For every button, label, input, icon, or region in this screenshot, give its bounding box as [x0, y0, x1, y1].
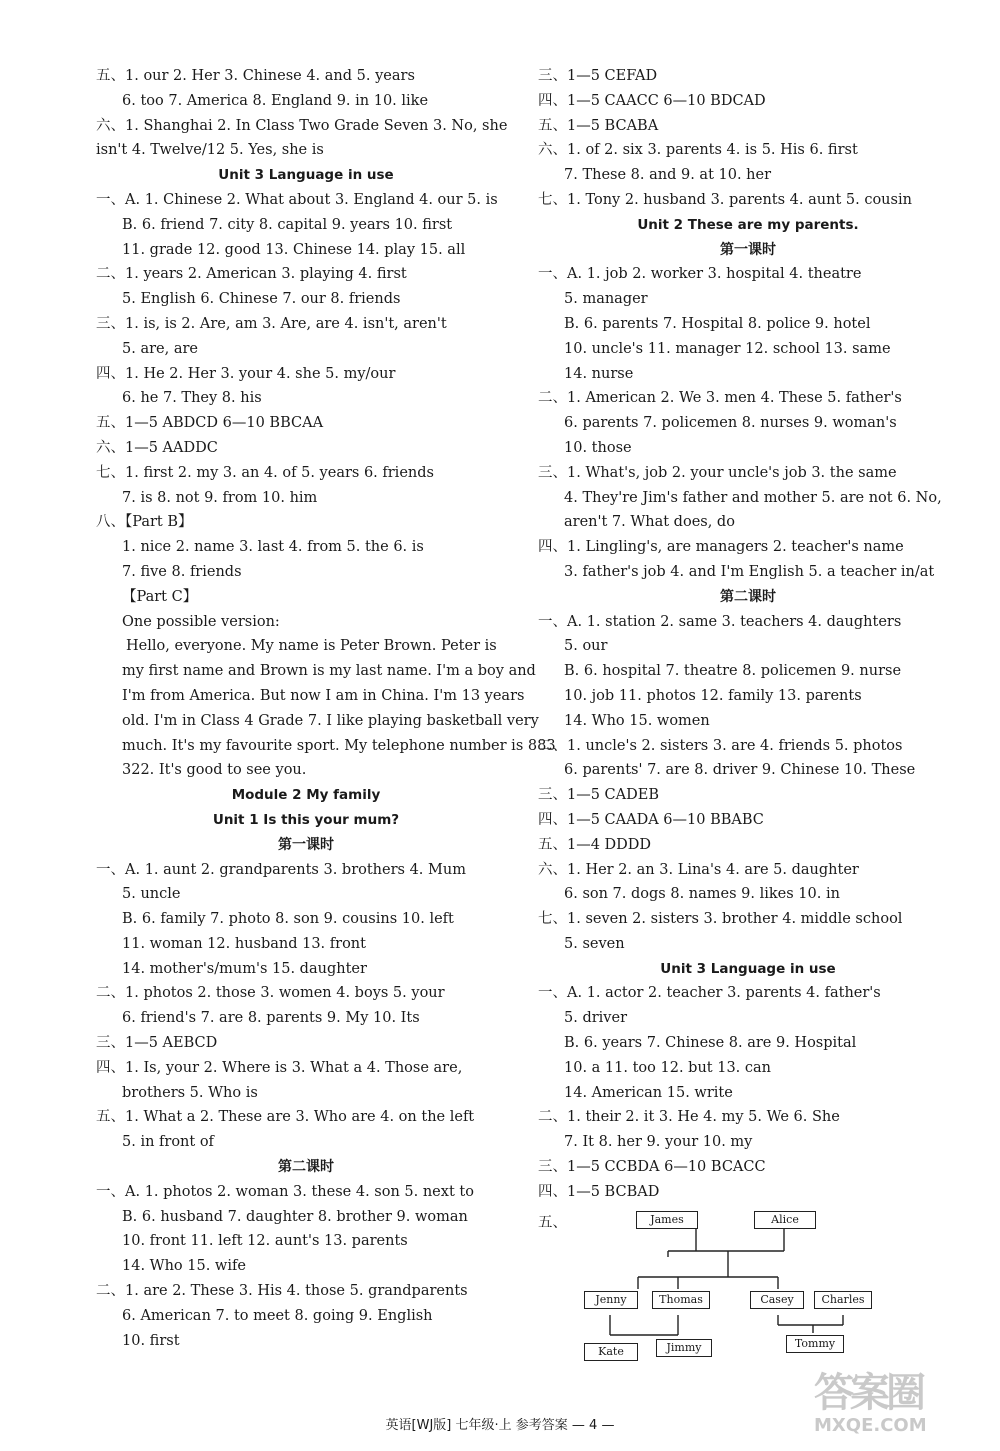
lesson-heading: 第二课时 — [278, 1159, 334, 1176]
answer-line: 一、A. 1. Chinese 2. What about 3. England 4. our 5. is — [96, 191, 498, 208]
answer-line: 四、1. Lingling's, are managers 2. teacher's name — [538, 539, 904, 556]
answer-line: 一、A. 1. photos 2. woman 3. these 4. son 5. next to — [96, 1183, 474, 1200]
answer-line: 六、1. Shanghai 2. In Class Two Grade Seven 3. No, she — [96, 117, 508, 134]
answer-line: 三、1—5 CCBDA 6—10 BCACC — [538, 1159, 766, 1176]
answer-line: 三、1. What's, job 2. your uncle's job 3. the same — [538, 464, 897, 481]
answer-line: 3. father's job 4. and I'm English 5. a teacher in/at — [564, 563, 935, 580]
answer-line: 二、1. photos 2. those 3. women 4. boys 5. your — [96, 985, 445, 1002]
answer-line: brothers 5. Who is — [122, 1084, 258, 1101]
answer-line: 14. American 15. write — [564, 1084, 733, 1101]
answer-line: 7. These 8. and 9. at 10. her — [564, 167, 772, 184]
answer-line: 二、1. years 2. American 3. playing 4. first — [96, 266, 407, 283]
answer-line: 5. our — [564, 638, 608, 655]
answer-line: 八、【Part B】 — [96, 514, 193, 531]
answer-line: 5. manager — [564, 291, 648, 308]
answer-line: 一、A. 1. actor 2. teacher 3. parents 4. father's — [538, 985, 881, 1002]
answer-line: 10. uncle's 11. manager 12. school 13. same — [564, 340, 891, 357]
section-title: Unit 1 Is this your mum? — [212, 811, 400, 828]
answer-line: 5. English 6. Chinese 7. our 8. friends — [122, 291, 401, 308]
answer-line: 11. woman 12. husband 13. front — [122, 935, 366, 952]
family-tree-label: 五、 — [538, 1214, 567, 1231]
answer-line: B. 6. friend 7. city 8. capital 9. years 10. first — [122, 216, 453, 233]
answer-line: B. 6. family 7. photo 8. son 9. cousins 10. left — [122, 911, 454, 928]
answer-line: 6. American 7. to meet 8. going 9. English — [122, 1307, 433, 1324]
answer-line: 四、1. Is, your 2. Where is 3. What a 4. Those are, — [96, 1059, 463, 1076]
tree-node-alice: Alice — [754, 1211, 816, 1229]
answer-line: aren't 7. What does, do — [564, 514, 735, 531]
section-title: Unit 3 Language in use — [660, 960, 836, 977]
answer-line: 二、1. their 2. it 3. He 4. my 5. We 6. She — [538, 1109, 840, 1126]
answer-line: 5. are, are — [122, 340, 198, 357]
watermark-logo-text: 答案圈 — [814, 1370, 922, 1416]
answer-line: 10. front 11. left 12. aunt's 13. parents — [122, 1233, 408, 1250]
answer-line: Hello, everyone. My name is Peter Brown. Peter is — [126, 638, 497, 655]
answer-line: 七、1. seven 2. sisters 3. brother 4. middle school — [538, 911, 903, 928]
answer-line: 二、1. American 2. We 3. men 4. These 5. father's — [538, 390, 902, 407]
answer-line: 11. grade 12. good 13. Chinese 14. play 15. all — [122, 241, 466, 258]
tree-node-jimmy: Jimmy — [656, 1339, 712, 1357]
answer-line: 三、1—5 CEFAD — [538, 68, 658, 84]
section-title: Unit 2 These are my parents. — [637, 216, 859, 233]
tree-node-thomas: Thomas — [652, 1291, 710, 1309]
answer-line: much. It's my favourite sport. My telephone number is 883 — [122, 737, 556, 754]
tree-node-james: James — [636, 1211, 698, 1229]
answer-line: 14. mother's/mum's 15. daughter — [122, 960, 367, 977]
lesson-heading: 第一课时 — [278, 836, 334, 853]
answer-line: 322. It's good to see you. — [122, 762, 307, 779]
answer-line: 10. a 11. too 12. but 13. can — [564, 1059, 771, 1076]
answer-line: 五、1—4 DDDD — [538, 836, 652, 853]
answer-line: 三、1. is, is 2. Are, am 3. Are, are 4. isn't, aren't — [96, 315, 447, 332]
answer-line: 5. seven — [564, 935, 625, 952]
answer-line: I'm from America. But now I am in China. I'm 13 years — [122, 687, 525, 704]
answer-line: 二、1. are 2. These 3. His 4. those 5. grandparents — [96, 1283, 468, 1300]
answer-line: 三、1—5 AEBCD — [96, 1035, 218, 1052]
answer-line: 四、1—5 BCBAD — [538, 1183, 660, 1200]
answer-line: 14. Who 15. wife — [122, 1258, 246, 1275]
tree-node-casey: Casey — [750, 1291, 804, 1309]
answer-line: old. I'm in Class 4 Grade 7. I like playing basketball very — [122, 712, 539, 729]
answer-line: 10. job 11. photos 12. family 13. parents — [564, 687, 862, 704]
answer-line: 五、1. What a 2. These are 3. Who are 4. on the left — [96, 1109, 475, 1126]
answer-line: B. 6. parents 7. Hospital 8. police 9. hotel — [564, 315, 871, 332]
answer-line: B. 6. years 7. Chinese 8. are 9. Hospital — [564, 1035, 857, 1052]
answer-line: One possible version: — [122, 613, 280, 630]
answer-line: 5. in front of — [122, 1134, 214, 1151]
answer-line: 四、1. He 2. Her 3. your 4. she 5. my/our — [96, 365, 396, 382]
answer-line: 三、1—5 CADEB — [538, 787, 659, 804]
answer-line: 7. It 8. her 9. your 10. my — [564, 1134, 753, 1151]
answer-line: 一、A. 1. aunt 2. grandparents 3. brothers 4. Mum — [96, 861, 466, 878]
answer-line: 七、1. Tony 2. husband 3. parents 4. aunt 5. cousin — [538, 191, 912, 208]
answer-line: isn't 4. Twelve/12 5. Yes, she is — [96, 142, 324, 159]
answer-line: 七、1. first 2. my 3. an 4. of 5. years 6. friends — [96, 464, 434, 481]
answer-line: 五、1—5 ABDCD 6—10 BBCAA — [96, 415, 324, 432]
section-title: Unit 3 Language in use — [218, 167, 394, 184]
answer-line: 6. son 7. dogs 8. names 9. likes 10. in — [564, 886, 840, 903]
answer-line: 四、1—5 CAADA 6—10 BBABC — [538, 811, 764, 828]
answer-line: 4. They're Jim's father and mother 5. are not 6. No, — [564, 489, 942, 506]
right-column — [538, 64, 958, 1365]
family-tree — [538, 1205, 958, 1365]
watermark-url: MXQE.COM — [814, 1415, 927, 1436]
answer-line: 六、1. of 2. six 3. parents 4. is 5. His 6. first — [538, 142, 858, 159]
answer-line: 六、1. Her 2. an 3. Lina's 4. are 5. daughter — [538, 861, 859, 878]
section-title: Module 2 My family — [231, 787, 381, 804]
answer-line: 六、1—5 AADDC — [96, 439, 218, 456]
answer-line: 五、1. our 2. Her 3. Chinese 4. and 5. years — [96, 68, 415, 84]
answer-line: 6. too 7. America 8. England 9. in 10. like — [122, 92, 429, 109]
answer-line: 一、A. 1. job 2. worker 3. hospital 4. theatre — [538, 266, 862, 283]
tree-node-charles: Charles — [814, 1291, 872, 1309]
answer-line: 6. he 7. They 8. his — [122, 390, 262, 407]
answer-line: B. 6. hospital 7. theatre 8. policemen 9. nurse — [564, 663, 902, 680]
family-tree-connectors — [538, 1205, 958, 1365]
page-footer: 英语[WJ版] 七年级·上 参考答案 — 4 — — [385, 1418, 615, 1433]
answer-line: 10. those — [564, 439, 632, 456]
left-column — [96, 64, 556, 1353]
answer-line: 5. driver — [564, 1010, 627, 1027]
answer-line: my first name and Brown is my last name. I'm a boy and — [122, 663, 536, 680]
answer-line: 【Part C】 — [122, 588, 198, 605]
answer-line: 二、1. uncle's 2. sisters 3. are 4. friends 5. photos — [538, 737, 903, 754]
answer-line: 14. nurse — [564, 365, 634, 382]
answer-line: 1. nice 2. name 3. last 4. from 5. the 6. is — [122, 539, 424, 556]
answer-line: B. 6. husband 7. daughter 8. brother 9. woman — [122, 1208, 468, 1225]
answer-line: 一、A. 1. station 2. same 3. teachers 4. daughters — [538, 613, 902, 630]
answer-line: 5. uncle — [122, 886, 181, 903]
answer-line: 7. five 8. friends — [122, 563, 242, 580]
answer-line: 五、1—5 BCABA — [538, 117, 659, 134]
answer-line: 10. first — [122, 1332, 180, 1349]
tree-node-jenny: Jenny — [584, 1291, 638, 1309]
answer-line: 四、1—5 CAACC 6—10 BDCAD — [538, 92, 766, 109]
answer-line: 6. parents 7. policemen 8. nurses 9. woman's — [564, 415, 897, 432]
lesson-heading: 第一课时 — [720, 241, 776, 258]
tree-node-tommy: Tommy — [786, 1335, 844, 1353]
tree-node-kate: Kate — [584, 1343, 638, 1361]
watermark — [814, 1371, 964, 1441]
answer-line: 6. parents' 7. are 8. driver 9. Chinese 10. These — [564, 762, 916, 779]
lesson-heading: 第二课时 — [720, 588, 776, 605]
answer-line: 14. Who 15. women — [564, 712, 710, 729]
answer-line: 6. friend's 7. are 8. parents 9. My 10. Its — [122, 1010, 420, 1027]
answer-line: 7. is 8. not 9. from 10. him — [122, 489, 318, 506]
